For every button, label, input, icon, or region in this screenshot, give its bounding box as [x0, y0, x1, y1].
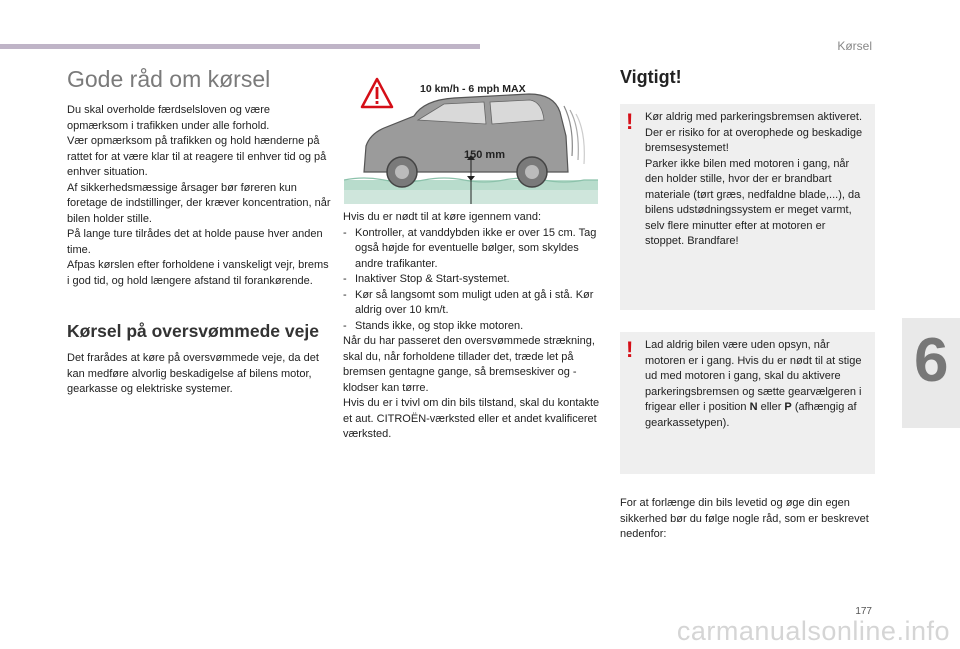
- list-item: - Kør så langsomt som muligt uden at gå i stå. Kør aldrig over 10 km/t.: [343, 288, 594, 316]
- chapter-number: 6: [914, 326, 949, 395]
- header-accent-bar: [0, 44, 480, 49]
- warning-text: Kør aldrig med parkeringsbremsen aktiveret. Der er risiko for at overophede og beskadige bremsesystemet!: [645, 111, 863, 154]
- page-title: Gode råd om kørsel: [67, 66, 271, 92]
- warning-text: Parker ikke bilen med motoren i gang, når den holder stille, hvor der er brandbart materiale (tørt græs, nedfaldne blade,...), da bilens udstødningssystem er meget varmt, selv flere minutter efter at motoren er stoppet. Brandfare!: [645, 157, 861, 247]
- chapter-tab: [902, 318, 960, 428]
- exclamation-icon: !: [626, 337, 634, 362]
- list-item: - Kontroller, at vanddybden ikke er over 15 cm. Tag også højde for eventuelle bølger, som skyldes andre trafikanter.: [343, 226, 597, 270]
- outro-paragraph: For at forlænge din bils levetid og øge din egen sikkerhed bør du følge nogle råd, som er beskrevet nedenfor:: [620, 497, 869, 540]
- car-silhouette-icon: [364, 94, 584, 187]
- flooded-road-figure: [344, 76, 598, 208]
- watermark: carmanualsonline.info: [676, 616, 950, 646]
- column-right: [620, 66, 875, 543]
- warning-box: [620, 104, 875, 310]
- intro-line: Vær opmærksom på trafikken og hold hænderne på rattet for at være klar til at reagere til enhver tid og på enhver situation.: [67, 135, 327, 178]
- water-intro: Hvis du er nødt til at køre igennem vand:: [343, 211, 542, 223]
- important-heading: Vigtigt!: [620, 67, 682, 87]
- exclamation-icon: !: [626, 109, 634, 134]
- depth-label: 150 mm: [464, 149, 505, 161]
- page-number: 177: [855, 606, 872, 617]
- flood-paragraph: Det frarådes at køre på oversvømmede veje, da det kan medføre alvorlig beskadigelse af bilens motor, gearkasse og elektriske systemer.: [67, 352, 319, 395]
- column-left: [67, 66, 332, 398]
- intro-line: Du skal overholde færdselsloven og være opmærksom i trafikken under alle forhold.: [67, 104, 270, 132]
- section-label: Kørsel: [837, 39, 872, 53]
- warning-text: Lad aldrig bilen være uden opsyn, når motoren er i gang. Hvis du er nødt til at stige ud med motoren i gang, skal du aktivere parkeringsbremsen og sætte gearvælgeren i frigear eller i position N eller P (afhængig af gearkassetypen).: [645, 339, 862, 429]
- after-paragraph: Når du har passeret den oversvømmede strækning, skal du, når forholdene tillader det, træde let på bremsen gentagne gange, så bremseskiver og -klodser kan tørre.: [343, 335, 595, 394]
- intro-line: Afpas kørslen efter forholdene i vanskeligt vejr, brems i god tid, og hold længere afstand til forankørende.: [67, 259, 329, 287]
- warning-box: [620, 332, 875, 474]
- car-in-water-illustration: [344, 76, 598, 208]
- list-item: - Inaktiver Stop & Start-systemet.: [343, 273, 510, 285]
- warning-triangle-icon: [362, 79, 392, 107]
- column-middle: [343, 210, 605, 443]
- after-paragraph: Hvis du er i tvivl om din bils tilstand, skal du kontakte et aut. CITROËN-værksted eller et andet kvalificeret værksted.: [343, 397, 600, 440]
- flood-heading: Kørsel på oversvømmede veje: [67, 321, 319, 341]
- speed-limit-label: 10 km/h - 6 mph MAX: [420, 83, 526, 95]
- intro-line: På lange ture tilrådes det at holde pause hver anden time.: [67, 228, 323, 256]
- intro-line: Af sikkerhedsmæssige årsager bør føreren kun foretage de indstillinger, der kræver koncentration, når bilen holder stille.: [67, 181, 331, 225]
- list-item: - Stands ikke, og stop ikke motoren.: [343, 319, 524, 332]
